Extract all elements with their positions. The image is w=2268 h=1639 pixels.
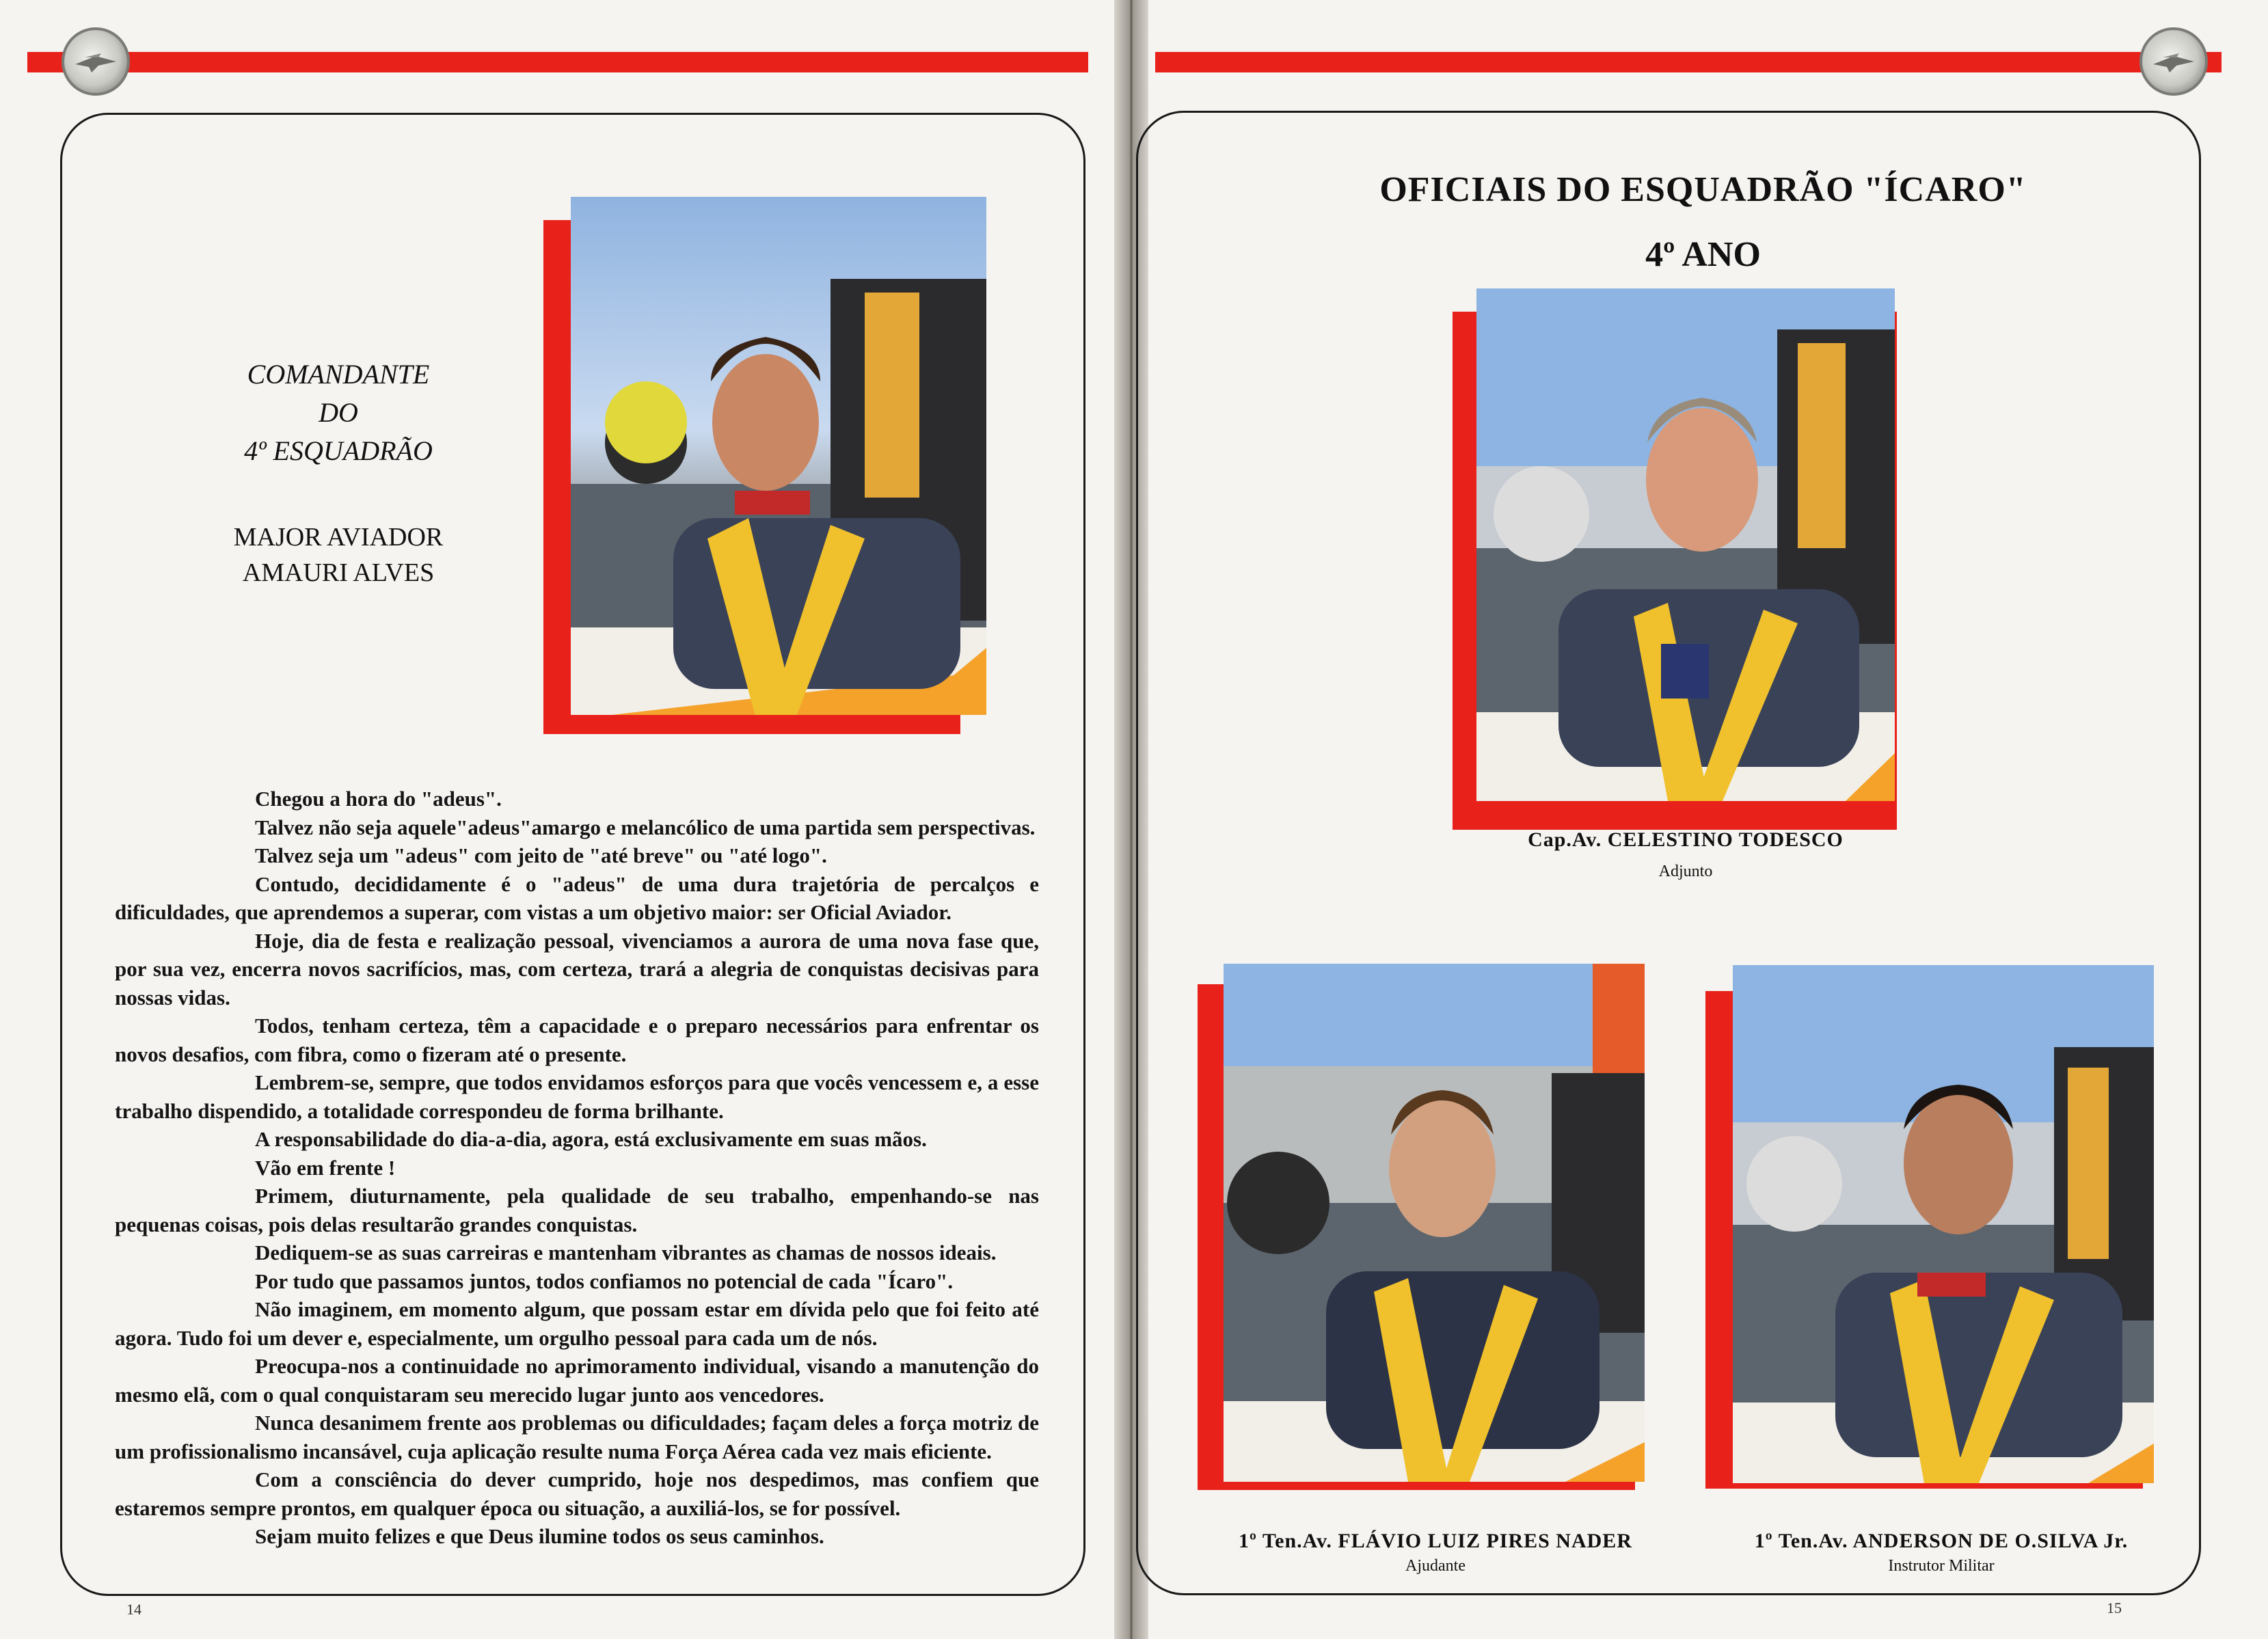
page-number: 15 [2107, 1599, 2122, 1616]
commander-heading-line: DO [319, 397, 358, 428]
body-paragraph: Nunca desanimem frente aos problemas ou dificuldades; façam deles a força motriz de um profissionalismo incansável, cuja aplicação resulte numa Força Aérea cada vez mais eficiente. [115, 1411, 1039, 1463]
body-paragraph: Talvez seja um "adeus" com jeito de "até breve" ou "até logo". [255, 843, 827, 867]
officer-role: Instrutor Militar [1888, 1557, 1995, 1575]
commander-rank: MAJOR AVIADOR [233, 523, 444, 552]
officer-name: Cap.Av. CELESTINO TODESCO [1528, 828, 1844, 851]
officer-role: Adjunto [1658, 863, 1713, 880]
photo-image [1224, 964, 1645, 1482]
commander-heading-line: COMANDANTE [247, 359, 430, 390]
commander-heading-line: 4º ESQUADRÃO [244, 435, 433, 466]
body-paragraph: Hoje, dia de festa e realização pessoal, vivenciamos a aurora de uma nova fase que, por sua vez, encerra novos sacrifícios, mas, com certeza, trará a alegria de conquistas decisivas para nossas vidas. [115, 928, 1039, 1010]
body-text [115, 785, 1039, 1551]
commander-fullname: AMAURI ALVES [242, 558, 435, 587]
body-paragraph: Dediquem-se as suas carreiras e mantenham vibrantes as chamas de nossos ideais. [255, 1241, 997, 1264]
body-paragraph: Sejam muito felizes e que Deus ilumine todos os seus caminhos. [255, 1524, 824, 1548]
officer-name: 1º Ten.Av. ANDERSON DE O.SILVA Jr. [1754, 1530, 2129, 1552]
body-paragraph: Primem, diuturnamente, pela qualidade de seu trabalho, empenhando-se nas pequenas coisas, pois delas resultarão grandes conquistas. [115, 1184, 1039, 1236]
commander-name [171, 519, 506, 591]
body-paragraph: Talvez não seja aquele"adeus"amargo e melancólico de uma partida sem perspectivas. [255, 815, 1036, 839]
photo-image [571, 197, 986, 715]
body-paragraph: Todos, tenham certeza, têm a capacidade e o preparo necessários para enfrentar os novos desafios, com fibra, como o fizeram até o presente. [115, 1014, 1039, 1066]
officer-name: 1º Ten.Av. FLÁVIO LUIZ PIRES NADER [1239, 1530, 1632, 1552]
photo-image [1476, 288, 1895, 801]
body-paragraph: Por tudo que passamos juntos, todos confiamos no potencial de cada "Ícaro". [255, 1269, 954, 1293]
squadron-emblem-icon [2139, 27, 2208, 96]
body-paragraph: Lembrem-se, sempre, que todos envidamos esforços para que vocês vencessem e, a esse trabalho dispendido, a totalidade correspondeu de forma brilhante. [115, 1070, 1039, 1123]
body-paragraph: A responsabilidade do dia-a-dia, agora, está exclusivamente em suas mãos. [255, 1127, 927, 1151]
page-title: OFICIAIS DO ESQUADRÃO "ÍCARO" [1379, 170, 2027, 209]
body-paragraph: Não imaginem, em momento algum, que possam estar em dívida pelo que foi feito até agora. Tudo foi um dever e, especialmente, um orgulho pessoal para cada um de nós. [115, 1297, 1039, 1350]
right-header-bar [1155, 52, 2222, 72]
photo-image [1733, 965, 2154, 1483]
left-header-bar [27, 52, 1088, 72]
officer-role: Ajudante [1405, 1557, 1466, 1575]
commander-heading [171, 355, 506, 470]
squadron-emblem-icon [62, 27, 130, 96]
body-paragraph: Preocupa-nos a continuidade no aprimoramento individual, visando a manutenção do mesmo elã, com o qual conquistaram seu merecido lugar junto aos vencedores. [115, 1354, 1039, 1407]
page-number: 14 [126, 1601, 141, 1618]
body-paragraph: Chegou a hora do "adeus". [255, 787, 502, 811]
body-paragraph: Com a consciência do dever cumprido, hoje nos despedimos, mas confiem que estaremos sempre prontos, em qualquer época ou situação, a auxiliá-los, se for possível. [115, 1467, 1039, 1520]
body-paragraph: Vão em frente ! [255, 1155, 396, 1180]
body-paragraph: Contudo, decididamente é o "adeus" de uma dura trajetória de percalços e dificuldades, que aprendemos a superar, com vistas a um objetivo maior: ser Oficial Aviador. [115, 871, 1039, 924]
page-subtitle: 4º ANO [1645, 235, 1761, 274]
